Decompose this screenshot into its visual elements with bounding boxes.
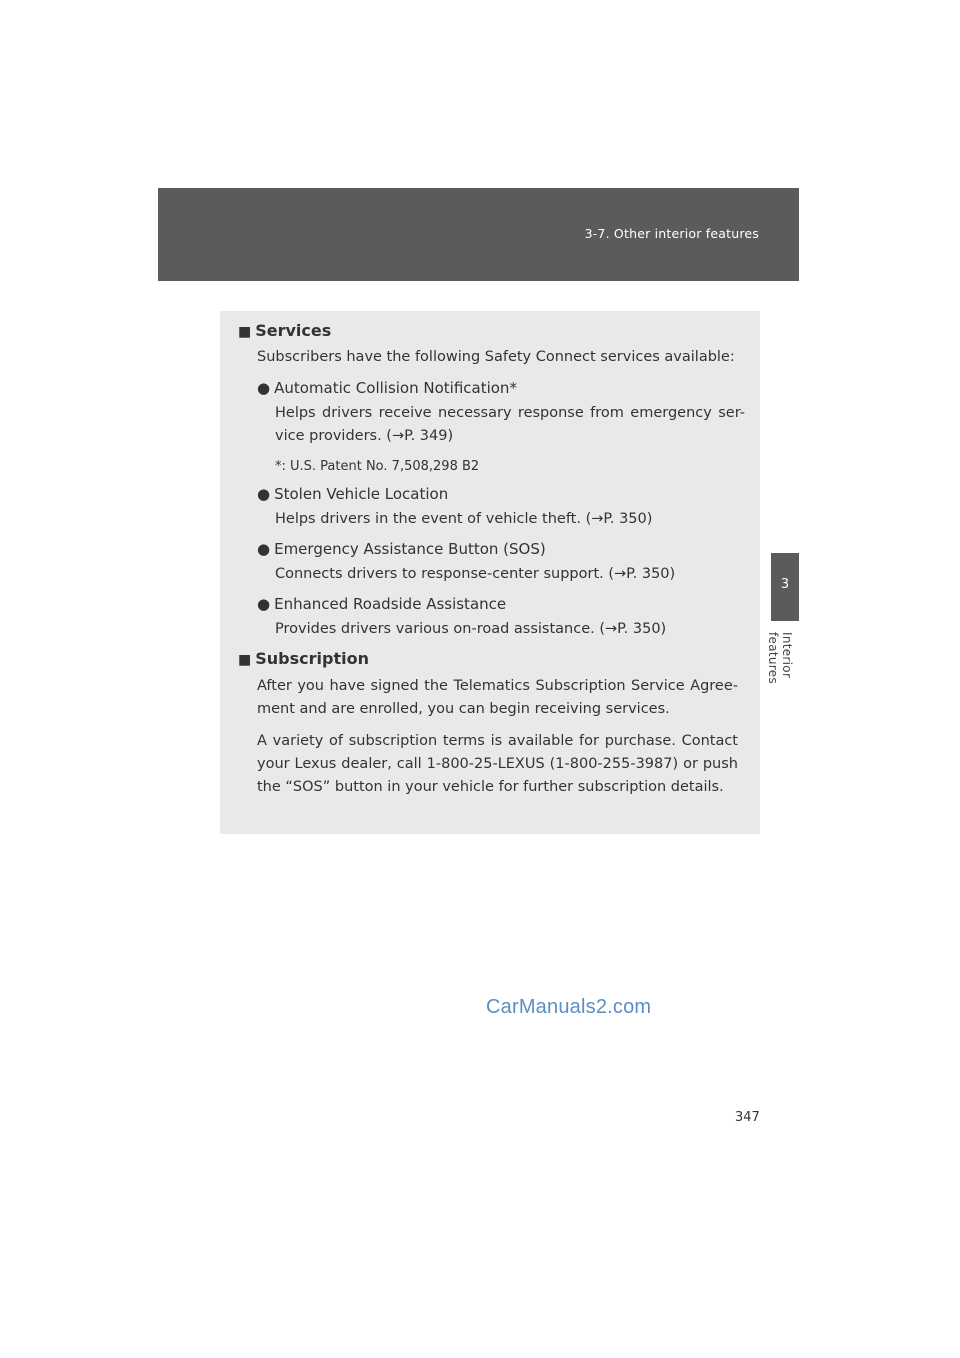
header-bar — [158, 188, 799, 281]
service-item-title: Automatic Collision Notification* — [274, 379, 517, 397]
service-item-desc-line: vice providers. (→P. 349) — [275, 428, 454, 444]
service-item-title: Stolen Vehicle Location — [274, 485, 449, 503]
page-number: 347 — [735, 1110, 760, 1125]
watermark: CarManuals2.com — [486, 996, 652, 1018]
service-item-desc — [275, 402, 745, 448]
square-bullet-icon: ■ — [238, 652, 252, 668]
service-item-desc: Helps drivers in the event of vehicle theft. (→P. 350) — [275, 511, 653, 527]
service-item-heading — [257, 595, 506, 613]
bullet-icon: ● — [257, 379, 271, 397]
services-heading — [238, 321, 331, 340]
service-item-heading — [257, 379, 517, 397]
service-item-title: Emergency Assistance Button (SOS) — [274, 540, 546, 558]
subscription-paragraph: A variety of subscription terms is available for purchase. Contact your Lexus dealer, call 1-800-25-LEXUS (1-800-255-3987) or push the “SOS” button in your vehicle for further subscription details. — [257, 733, 738, 795]
info-box — [220, 311, 760, 834]
service-item-title: Enhanced Roadside Assistance — [274, 595, 507, 613]
chapter-tab — [771, 553, 799, 621]
services-intro: Subscribers have the following Safety Connect services available: — [257, 349, 735, 365]
services-heading-text: Services — [255, 321, 332, 340]
patent-footnote: *: U.S. Patent No. 7,508,298 B2 — [275, 459, 480, 474]
service-item-desc: Provides drivers various on-road assistance. (→P. 350) — [275, 621, 667, 637]
service-item-heading — [257, 540, 546, 558]
section-title: 3-7. Other interior features — [584, 226, 759, 241]
subscription-paragraph: After you have signed the Telematics Subscription Service Agree-ment and are enrolled, you can begin receiving services. — [257, 678, 738, 717]
service-item-desc: Connects drivers to response-center support. (→P. 350) — [275, 566, 676, 582]
subscription-heading-text: Subscription — [255, 649, 369, 668]
bullet-icon: ● — [257, 595, 271, 613]
service-item-heading — [257, 485, 448, 503]
bullet-icon: ● — [257, 485, 271, 503]
service-item-desc-line: Helps drivers receive necessary response from emergency ser- — [275, 405, 745, 421]
bullet-icon: ● — [257, 540, 271, 558]
chapter-label: Interior features — [766, 632, 794, 684]
chapter-number: 3 — [780, 577, 790, 592]
subscription-heading — [238, 649, 369, 668]
square-bullet-icon: ■ — [238, 324, 252, 340]
